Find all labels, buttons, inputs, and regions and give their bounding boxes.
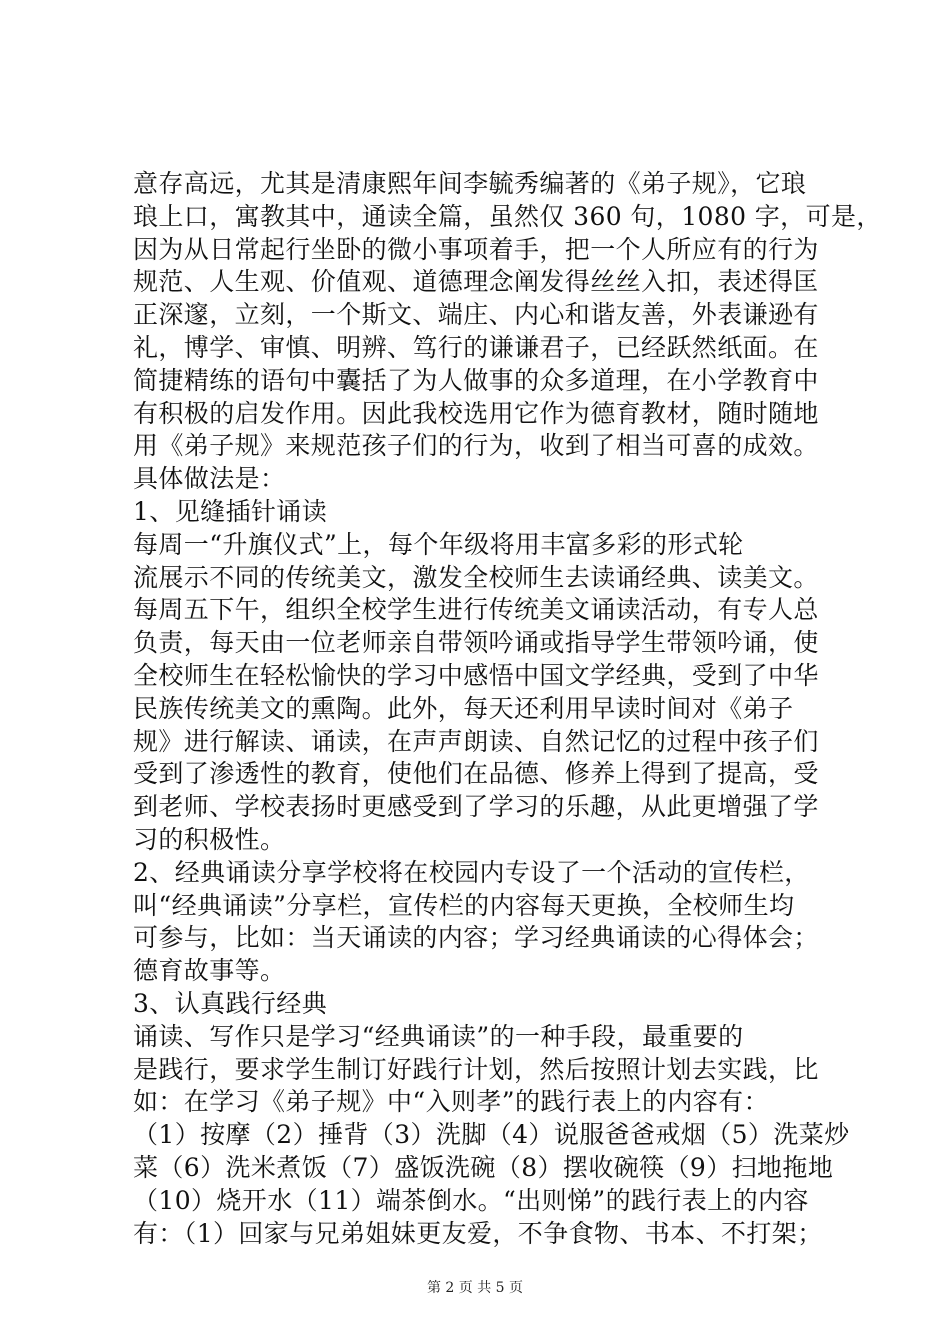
text-line: 2、经典诵读分享学校将在校园内专设了一个活动的宣传栏， [133, 857, 810, 887]
text-line: 叫“经典诵读”分享栏，宣传栏的内容每天更换，全校师生均 [133, 890, 795, 920]
text-line: 菜（6）洗米煮饭（7）盛饭洗碗（8）摆收碗筷（9）扫地拖地 [133, 1153, 834, 1182]
text-line: 是践行，要求学生制订好践行计划，然后按照计划去实践，比 [133, 1054, 819, 1084]
text-line: 有积极的启发作用。因此我校选用它作为德育教材，随时随地 [133, 398, 819, 428]
text-line: 1、见缝插针诵读 [133, 497, 328, 526]
text-line: 有：（1）回家与兄弟姐妹更友爱，不争食物、书本、不打架； [133, 1218, 823, 1248]
text-line: 每周五下午，组织全校学生进行传统美文诵读活动，有专人总 [133, 595, 819, 625]
text-line: 用《弟子规》来规范孩子们的行为，收到了相当可喜的成效。 [133, 431, 819, 461]
text-line: 习的积极性。 [133, 825, 286, 854]
page-footer: 第 2 页 共 5 页 [426, 1280, 524, 1296]
text-line: 民族传统美文的熏陶。此外，每天还利用早读时间对《弟子 [133, 693, 794, 723]
text-line: 如：在学习《弟子规》中“入则孝”的践行表上的内容有： [133, 1087, 769, 1117]
text-line: 诵读、写作只是学习“经典诵读”的一种手段，最重要的 [133, 1021, 744, 1051]
text-line: 规》进行解读、诵读，在声声朗读、自然记忆的过程中孩子们 [133, 726, 819, 756]
text-line: 流展示不同的传统美文，激发全校师生去读诵经典、读美文。 [133, 562, 819, 592]
text-line: 具体做法是： [133, 464, 286, 494]
text-line: 简捷精练的语句中囊括了为人做事的众多道理，在小学教育中 [133, 365, 819, 395]
text-line: 正深邃，立刻，一个斯文、端庄、内心和谐友善，外表谦逊有 [133, 300, 819, 330]
text-line: 负责，每天由一位老师亲自带领吟诵或指导学生带领吟诵，使 [133, 628, 819, 658]
text-line: 礼，博学、审慎、明辨、笃行的谦谦君子，已经跃然纸面。在 [133, 333, 819, 362]
text-line: 受到了渗透性的教育，使他们在品德、修养上得到了提高，受 [133, 759, 819, 789]
text-line: 因为从日常起行坐卧的微小事项着手，把一个人所应有的行为 [133, 234, 819, 264]
text-line: （1）按摩（2）捶背（3）洗脚（4）说服爸爸戒烟（5）洗菜炒 [133, 1120, 850, 1150]
text-line: （10）烧开水（11）端茶倒水。“出则悌”的践行表上的内容 [133, 1185, 809, 1215]
text-line: 全校师生在轻松愉快的学习中感悟中国文学经典，受到了中华 [133, 661, 819, 690]
text-line: 可参与，比如：当天诵读的内容；学习经典诵读的心得体会； [133, 923, 819, 953]
text-line: 德育故事等。 [133, 956, 286, 986]
text-line: 到老师、学校表扬时更感受到了学习的乐趣，从此更增强了学 [133, 792, 819, 822]
text-line: 规范、人生观、价值观、道德理念阐发得丝丝入扣，表述得匡 [133, 267, 819, 297]
text-line: 意存高远，尤其是清康熙年间李毓秀编著的《弟子规》，它琅 [133, 169, 807, 198]
text-line: 琅上口，寓教其中，通读全篇，虽然仅 360 句，1080 字，可是， [133, 201, 882, 231]
text-line: 3、认真践行经典 [133, 989, 328, 1018]
text-line: 每周一“升旗仪式”上，每个年级将用丰富多彩的形式轮 [133, 529, 744, 559]
